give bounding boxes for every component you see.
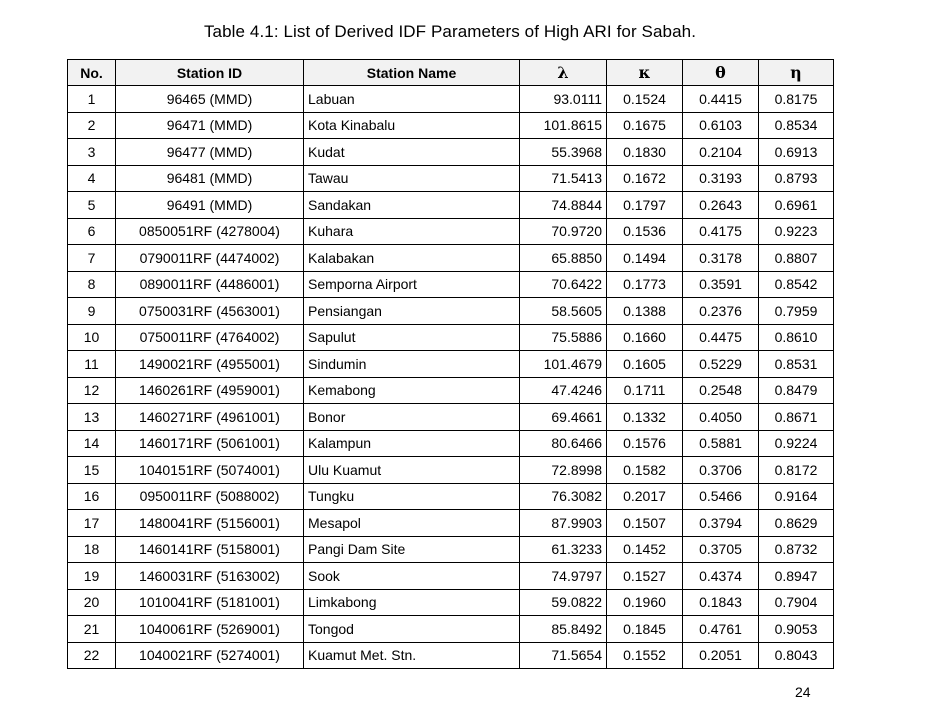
cell-station-id: 1490021RF (4955001) (116, 351, 304, 378)
cell-eta: 0.8671 (759, 404, 834, 431)
cell-theta: 0.1843 (683, 589, 759, 616)
table-body (68, 86, 834, 669)
cell-theta: 0.2643 (683, 192, 759, 219)
cell-station-name: Kuhara (304, 218, 520, 245)
cell-eta: 0.6961 (759, 192, 834, 219)
table-row (68, 589, 834, 616)
table-row (68, 404, 834, 431)
table-row (68, 298, 834, 325)
header-no: No. (68, 60, 116, 86)
cell-eta: 0.8732 (759, 536, 834, 563)
header-station-name: Station Name (304, 60, 520, 86)
cell-eta: 0.9224 (759, 430, 834, 457)
table-row (68, 218, 834, 245)
cell-station-name: Sandakan (304, 192, 520, 219)
cell-kappa: 0.1507 (607, 510, 683, 537)
cell-lambda: 93.0111 (520, 86, 607, 113)
cell-theta: 0.3193 (683, 165, 759, 192)
cell-station-id: 0890011RF (4486001) (116, 271, 304, 298)
cell-no: 22 (68, 642, 116, 669)
cell-no: 10 (68, 324, 116, 351)
header-kappa: κ (607, 60, 683, 86)
cell-station-name: Tungku (304, 483, 520, 510)
cell-no: 6 (68, 218, 116, 245)
cell-lambda: 61.3233 (520, 536, 607, 563)
cell-station-id: 0850051RF (4278004) (116, 218, 304, 245)
cell-lambda: 74.8844 (520, 192, 607, 219)
cell-kappa: 0.1388 (607, 298, 683, 325)
cell-theta: 0.4374 (683, 563, 759, 590)
cell-eta: 0.6913 (759, 139, 834, 166)
table-row (68, 139, 834, 166)
cell-lambda: 72.8998 (520, 457, 607, 484)
cell-theta: 0.4175 (683, 218, 759, 245)
cell-station-id: 1040061RF (5269001) (116, 616, 304, 643)
cell-eta: 0.9164 (759, 483, 834, 510)
table-row (68, 563, 834, 590)
cell-no: 8 (68, 271, 116, 298)
cell-no: 20 (68, 589, 116, 616)
cell-station-id: 1460261RF (4959001) (116, 377, 304, 404)
cell-lambda: 47.4246 (520, 377, 607, 404)
cell-station-id: 96465 (MMD) (116, 86, 304, 113)
cell-eta: 0.8542 (759, 271, 834, 298)
cell-eta: 0.8175 (759, 86, 834, 113)
page-number: 24 (795, 684, 811, 700)
cell-no: 2 (68, 112, 116, 139)
cell-no: 13 (68, 404, 116, 431)
cell-station-id: 1040151RF (5074001) (116, 457, 304, 484)
cell-kappa: 0.1605 (607, 351, 683, 378)
cell-lambda: 65.8850 (520, 245, 607, 272)
cell-station-name: Tawau (304, 165, 520, 192)
cell-eta: 0.8531 (759, 351, 834, 378)
cell-station-id: 96471 (MMD) (116, 112, 304, 139)
cell-lambda: 101.4679 (520, 351, 607, 378)
table-row (68, 245, 834, 272)
table-row (68, 642, 834, 669)
cell-kappa: 0.1773 (607, 271, 683, 298)
cell-kappa: 0.1524 (607, 86, 683, 113)
cell-kappa: 0.2017 (607, 483, 683, 510)
cell-theta: 0.2376 (683, 298, 759, 325)
cell-no: 21 (68, 616, 116, 643)
cell-kappa: 0.1845 (607, 616, 683, 643)
cell-station-id: 1460271RF (4961001) (116, 404, 304, 431)
cell-kappa: 0.1452 (607, 536, 683, 563)
cell-theta: 0.3794 (683, 510, 759, 537)
cell-no: 12 (68, 377, 116, 404)
table-row (68, 483, 834, 510)
cell-kappa: 0.1536 (607, 218, 683, 245)
cell-eta: 0.7904 (759, 589, 834, 616)
cell-station-id: 1460031RF (5163002) (116, 563, 304, 590)
cell-kappa: 0.1675 (607, 112, 683, 139)
cell-no: 1 (68, 86, 116, 113)
table-row (68, 86, 834, 113)
cell-kappa: 0.1830 (607, 139, 683, 166)
cell-station-name: Limkabong (304, 589, 520, 616)
cell-station-name: Sapulut (304, 324, 520, 351)
cell-kappa: 0.1660 (607, 324, 683, 351)
cell-eta: 0.8947 (759, 563, 834, 590)
table-row (68, 165, 834, 192)
cell-kappa: 0.1576 (607, 430, 683, 457)
cell-theta: 0.2548 (683, 377, 759, 404)
cell-lambda: 69.4661 (520, 404, 607, 431)
cell-no: 14 (68, 430, 116, 457)
cell-kappa: 0.1332 (607, 404, 683, 431)
table-row (68, 616, 834, 643)
cell-kappa: 0.1494 (607, 245, 683, 272)
cell-theta: 0.5466 (683, 483, 759, 510)
cell-station-name: Bonor (304, 404, 520, 431)
cell-station-name: Pensiangan (304, 298, 520, 325)
header-eta: η (759, 60, 834, 86)
cell-no: 4 (68, 165, 116, 192)
cell-eta: 0.8793 (759, 165, 834, 192)
cell-theta: 0.4050 (683, 404, 759, 431)
cell-station-name: Kalabakan (304, 245, 520, 272)
cell-station-id: 96477 (MMD) (116, 139, 304, 166)
table-row (68, 324, 834, 351)
table-row (68, 430, 834, 457)
cell-eta: 0.8629 (759, 510, 834, 537)
header-station-id: Station ID (116, 60, 304, 86)
cell-kappa: 0.1582 (607, 457, 683, 484)
cell-eta: 0.8534 (759, 112, 834, 139)
cell-station-id: 0750011RF (4764002) (116, 324, 304, 351)
cell-eta: 0.8807 (759, 245, 834, 272)
cell-theta: 0.4475 (683, 324, 759, 351)
cell-station-name: Labuan (304, 86, 520, 113)
cell-theta: 0.4761 (683, 616, 759, 643)
cell-theta: 0.3706 (683, 457, 759, 484)
cell-station-id: 0750031RF (4563001) (116, 298, 304, 325)
cell-station-id: 1010041RF (5181001) (116, 589, 304, 616)
table-row (68, 377, 834, 404)
cell-lambda: 75.5886 (520, 324, 607, 351)
cell-lambda: 85.8492 (520, 616, 607, 643)
cell-lambda: 87.9903 (520, 510, 607, 537)
cell-lambda: 71.5654 (520, 642, 607, 669)
cell-theta: 0.2104 (683, 139, 759, 166)
cell-lambda: 55.3968 (520, 139, 607, 166)
cell-theta: 0.3591 (683, 271, 759, 298)
idf-parameters-table (67, 59, 834, 669)
cell-station-id: 96491 (MMD) (116, 192, 304, 219)
cell-theta: 0.3178 (683, 245, 759, 272)
cell-lambda: 71.5413 (520, 165, 607, 192)
cell-station-name: Kemabong (304, 377, 520, 404)
cell-theta: 0.4415 (683, 86, 759, 113)
cell-station-id: 0790011RF (4474002) (116, 245, 304, 272)
cell-no: 3 (68, 139, 116, 166)
cell-no: 7 (68, 245, 116, 272)
cell-theta: 0.5229 (683, 351, 759, 378)
cell-station-id: 1460141RF (5158001) (116, 536, 304, 563)
cell-kappa: 0.1672 (607, 165, 683, 192)
cell-station-id: 1480041RF (5156001) (116, 510, 304, 537)
header-theta: θ (683, 60, 759, 86)
cell-lambda: 76.3082 (520, 483, 607, 510)
cell-theta: 0.3705 (683, 536, 759, 563)
cell-station-name: Mesapol (304, 510, 520, 537)
table-row (68, 112, 834, 139)
cell-no: 9 (68, 298, 116, 325)
cell-kappa: 0.1797 (607, 192, 683, 219)
table-row (68, 192, 834, 219)
table-row (68, 510, 834, 537)
cell-station-name: Kudat (304, 139, 520, 166)
cell-station-name: Sindumin (304, 351, 520, 378)
cell-station-name: Kalampun (304, 430, 520, 457)
table-row (68, 351, 834, 378)
cell-theta: 0.6103 (683, 112, 759, 139)
table-title: Table 4.1: List of Derived IDF Parameters of High ARI for Sabah. (203, 22, 697, 41)
cell-lambda: 74.9797 (520, 563, 607, 590)
cell-station-id: 96481 (MMD) (116, 165, 304, 192)
cell-lambda: 101.8615 (520, 112, 607, 139)
cell-no: 16 (68, 483, 116, 510)
cell-station-id: 0950011RF (5088002) (116, 483, 304, 510)
cell-kappa: 0.1552 (607, 642, 683, 669)
cell-eta: 0.9053 (759, 616, 834, 643)
cell-kappa: 0.1711 (607, 377, 683, 404)
cell-kappa: 0.1527 (607, 563, 683, 590)
cell-lambda: 70.9720 (520, 218, 607, 245)
table-row (68, 536, 834, 563)
cell-lambda: 70.6422 (520, 271, 607, 298)
cell-eta: 0.8172 (759, 457, 834, 484)
cell-eta: 0.8610 (759, 324, 834, 351)
cell-lambda: 59.0822 (520, 589, 607, 616)
cell-no: 18 (68, 536, 116, 563)
cell-eta: 0.8479 (759, 377, 834, 404)
header-lambda: λ (520, 60, 607, 86)
cell-station-name: Semporna Airport (304, 271, 520, 298)
cell-theta: 0.2051 (683, 642, 759, 669)
table-row (68, 271, 834, 298)
cell-no: 19 (68, 563, 116, 590)
cell-eta: 0.8043 (759, 642, 834, 669)
cell-no: 17 (68, 510, 116, 537)
cell-lambda: 58.5605 (520, 298, 607, 325)
cell-eta: 0.7959 (759, 298, 834, 325)
cell-station-name: Kuamut Met. Stn. (304, 642, 520, 669)
cell-no: 11 (68, 351, 116, 378)
cell-station-name: Ulu Kuamut (304, 457, 520, 484)
header-row (68, 60, 834, 86)
cell-station-name: Sook (304, 563, 520, 590)
cell-theta: 0.5881 (683, 430, 759, 457)
cell-kappa: 0.1960 (607, 589, 683, 616)
cell-station-name: Tongod (304, 616, 520, 643)
cell-station-id: 1460171RF (5061001) (116, 430, 304, 457)
table-row (68, 457, 834, 484)
cell-station-name: Kota Kinabalu (304, 112, 520, 139)
cell-no: 5 (68, 192, 116, 219)
cell-lambda: 80.6466 (520, 430, 607, 457)
cell-station-name: Pangi Dam Site (304, 536, 520, 563)
cell-eta: 0.9223 (759, 218, 834, 245)
cell-station-id: 1040021RF (5274001) (116, 642, 304, 669)
cell-no: 15 (68, 457, 116, 484)
